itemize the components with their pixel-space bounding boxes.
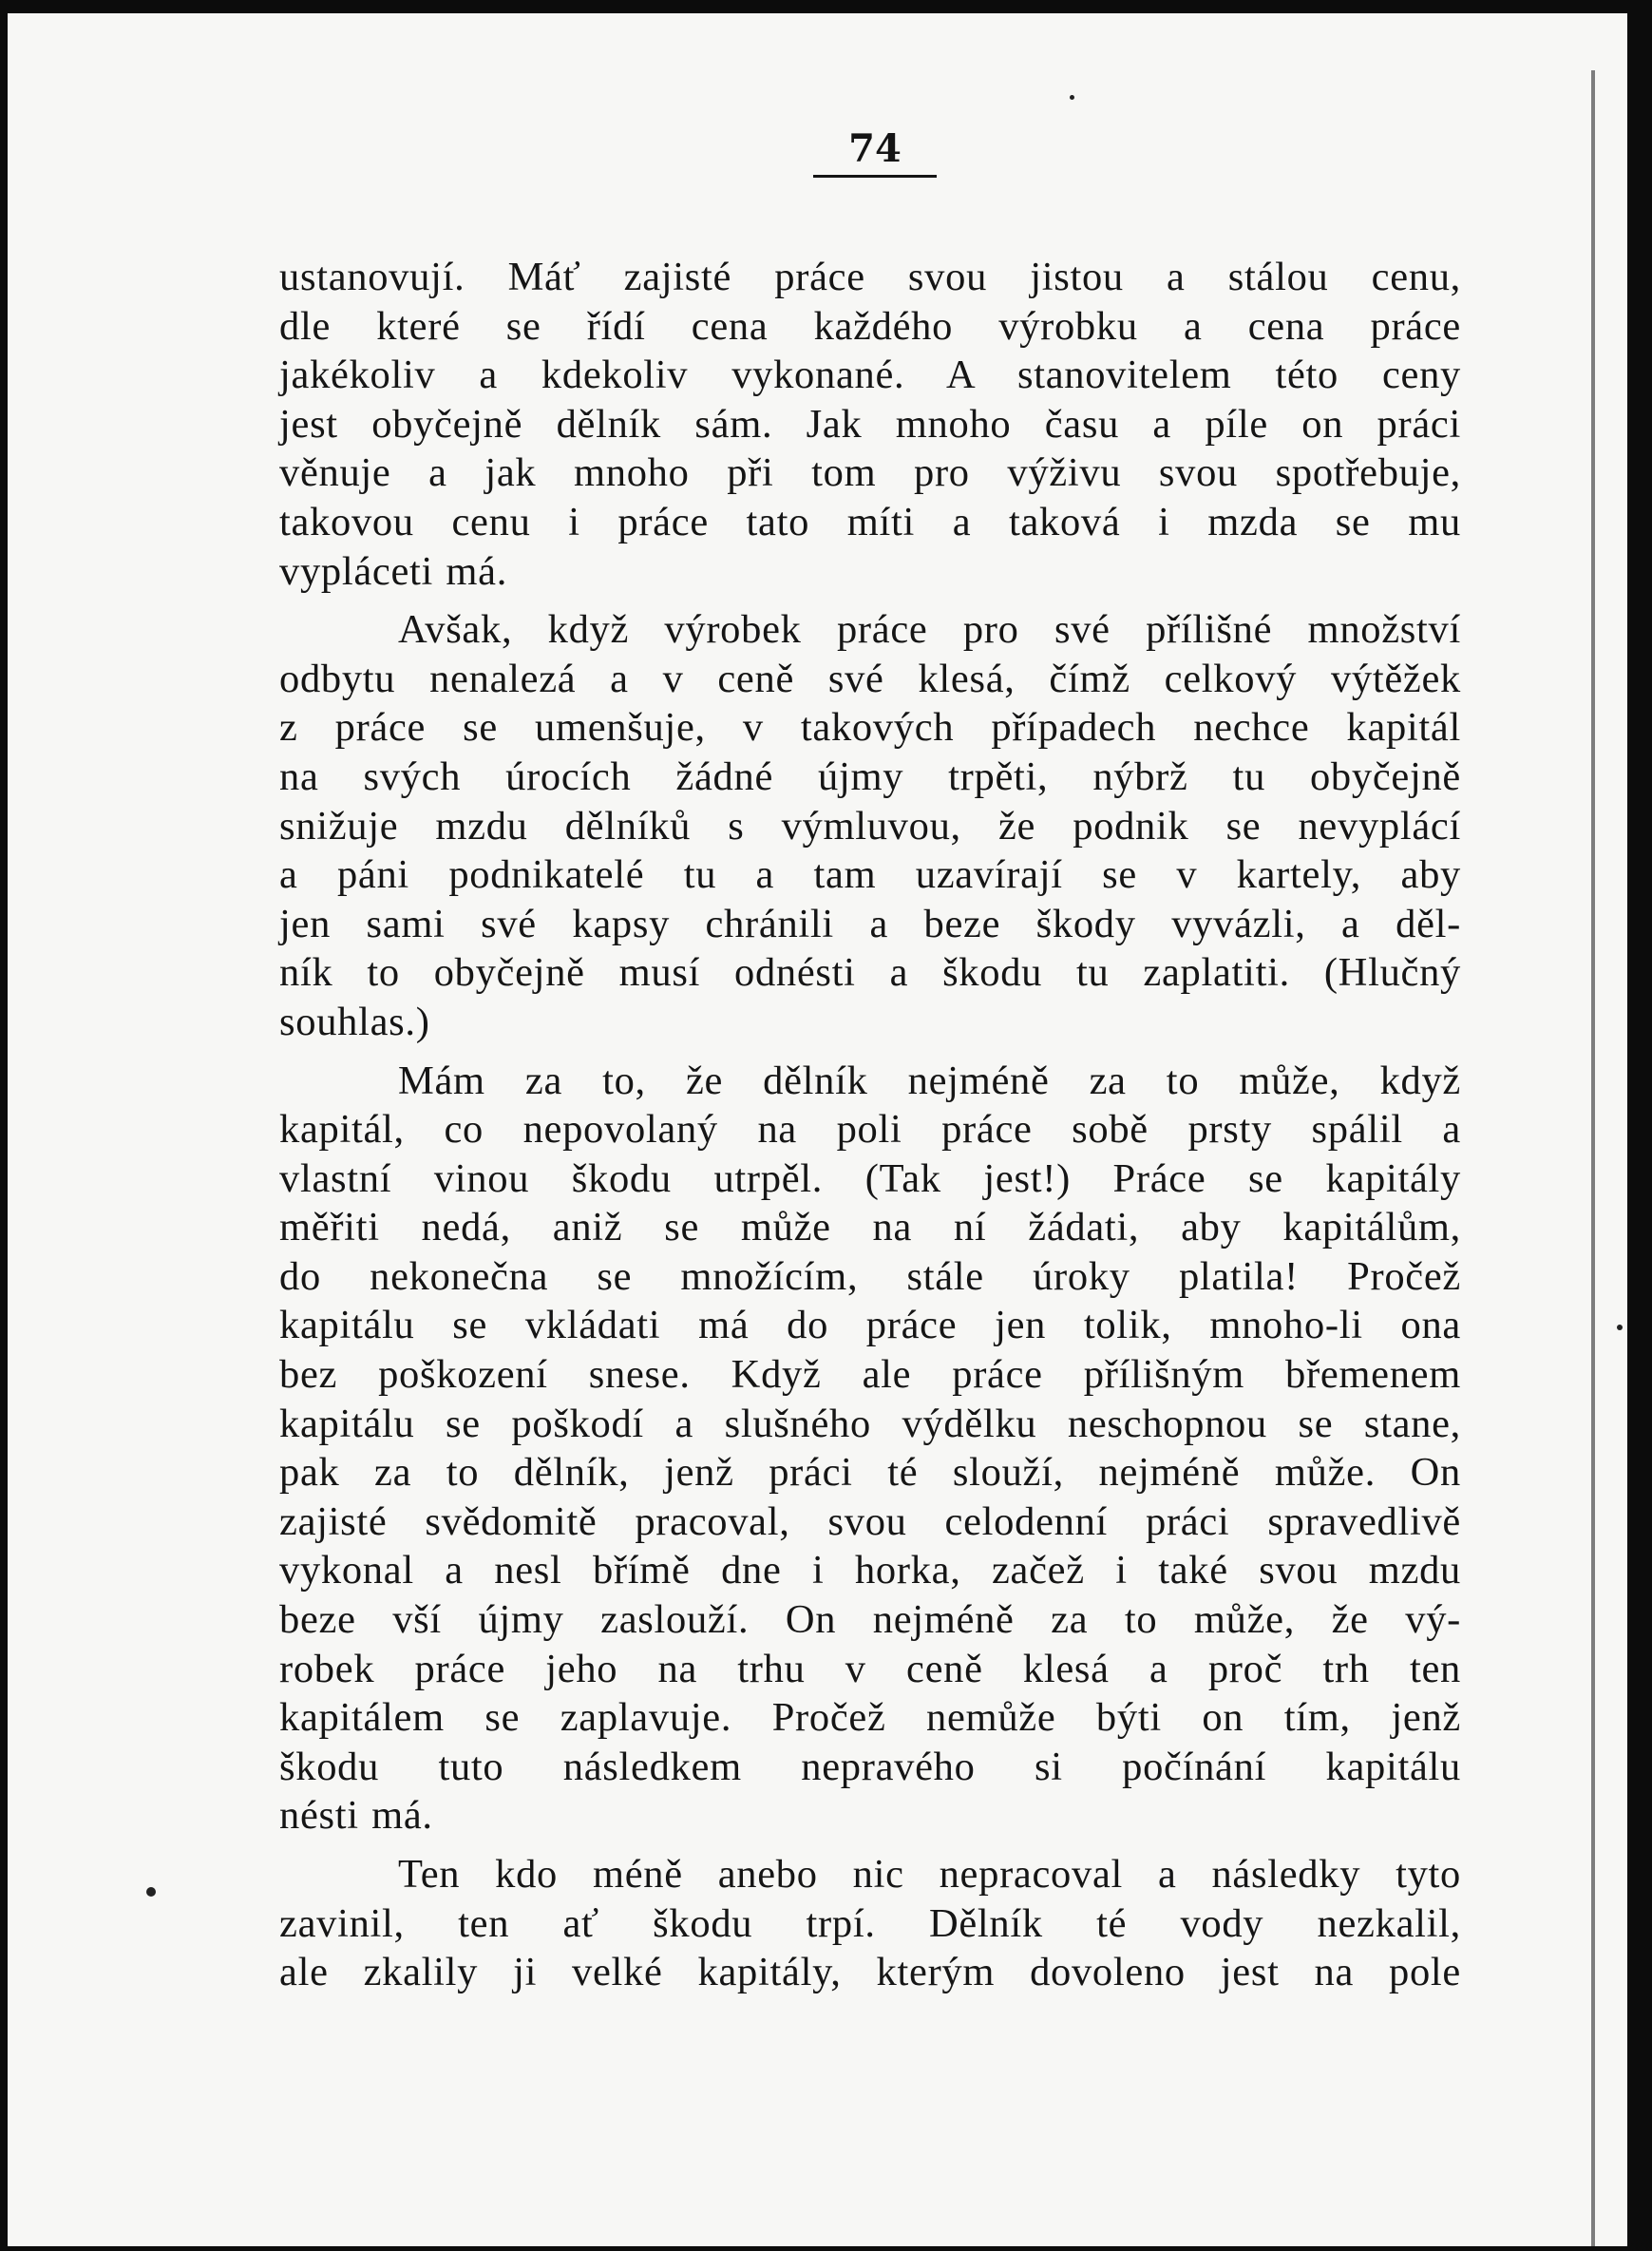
- text-line: dle které se řídí cena každého výrobku a cena práce: [279, 303, 1461, 349]
- text-line: vykonal a nesl břímě dne i horka, začež i také svou mzdu: [279, 1548, 1461, 1593]
- text-line: ustanovují. Máť zajisté práce svou jistou a stálou cenu,: [279, 255, 1461, 299]
- book-page: [8, 13, 1627, 2246]
- text-line: pak za to dělník, jenž práci té slouží, nejméně může. On: [279, 1450, 1461, 1496]
- text-line: zajisté svědomitě pracoval, svou celodenní práci spravedlivě: [279, 1498, 1461, 1544]
- text-line: kapitálem se zaplavuje. Pročež nemůže býti on tím, jenž: [279, 1695, 1461, 1741]
- text-line: ale zkalily ji velké kapitály, kterým dovoleno jest na pole: [279, 1950, 1461, 1995]
- text-line: Mám za to, že dělník nejméně za to může, když: [398, 1058, 1461, 1103]
- text-line: věnuje a jak mnoho při tom pro výživu svou spotřebuje,: [279, 450, 1461, 496]
- text-line: kapitál, co nepovolaný na poli práce sobě prsty spálil a: [279, 1107, 1461, 1153]
- paragraph: [279, 1057, 1461, 1841]
- text-line: kapitálu se vkládati má do práce jen tolik, mnoho-li ona: [279, 1303, 1461, 1348]
- scan-speck: [1070, 95, 1074, 100]
- paragraph: [279, 253, 1461, 596]
- text-line: a páni podnikatelé tu a tam uzavírají se v kartely, aby: [279, 852, 1461, 898]
- text-line: do nekonečna se množícím, stále úroky platila! Pročež: [279, 1253, 1461, 1299]
- paragraph: [279, 605, 1461, 1046]
- text-line: ník to obyčejně musí odnésti a škodu tu zaplatiti. (Hlučný: [279, 950, 1461, 996]
- text-line: vlastní vinou škodu utrpěl. (Tak jest!) Práce se kapitály: [279, 1155, 1461, 1201]
- paragraph-gap: [279, 1841, 1461, 1850]
- text-line: bez poškození snese. Když ale práce přílišným břemenem: [279, 1352, 1461, 1398]
- text-line: jen sami své kapsy chránili a beze škody vyvázli, a děl-: [279, 901, 1461, 946]
- page-shadow-line: [1591, 70, 1595, 2246]
- text-line: škodu tuto následkem nepravého si počínání kapitálu: [279, 1744, 1461, 1789]
- text-line: zavinil, ten ať škodu trpí. Dělník té vody nezkalil,: [279, 1900, 1461, 1946]
- text-line: robek práce jeho na trhu v ceně klesá a proč trh ten: [279, 1646, 1461, 1691]
- scan-speck: [146, 1887, 156, 1897]
- text-line: nésti má.: [279, 1793, 433, 1839]
- text-line: snižuje mzdu dělníků s výmluvou, že podnik se nevyplácí: [279, 803, 1461, 849]
- text-line: Ten kdo méně anebo nic nepracoval a následky tyto: [398, 1852, 1461, 1897]
- text-line: odbytu nenalezá a v ceně své klesá, čímž celkový výtěžek: [279, 656, 1461, 701]
- text-line: souhlas.): [279, 999, 430, 1044]
- scan-speck: [1617, 1325, 1623, 1330]
- text-line: měřiti nedá, aniž se může na ní žádati, aby kapitálům,: [279, 1205, 1461, 1250]
- page-number: 74: [813, 125, 937, 178]
- text-line: takovou cenu i práce tato míti a taková i mzda se mu: [279, 499, 1461, 544]
- text-line: kapitálu se poškodí a slušného výdělku neschopnou se stane,: [279, 1401, 1461, 1446]
- paragraph: [279, 1850, 1461, 1997]
- text-line: Avšak, když výrobek práce pro své přílišné množství: [398, 607, 1461, 653]
- text-line: jakékoliv a kdekoliv vykonané. A stanovitelem této ceny: [279, 353, 1461, 398]
- scan-border-right: [1627, 0, 1652, 2251]
- page-body-text: [279, 253, 1461, 1997]
- text-line: z práce se umenšuje, v takových případech nechce kapitál: [279, 705, 1461, 751]
- text-line: vypláceti má.: [279, 548, 508, 594]
- text-line: beze vší újmy zaslouží. On nejméně za to může, že vý-: [279, 1597, 1461, 1643]
- paragraph-gap: [279, 596, 1461, 605]
- text-line: na svých úrocích žádné újmy trpěti, nýbrž tu obyčejně: [279, 754, 1461, 799]
- text-line: jest obyčejně dělník sám. Jak mnoho času a píle on práci: [279, 401, 1461, 447]
- paragraph-gap: [279, 1047, 1461, 1057]
